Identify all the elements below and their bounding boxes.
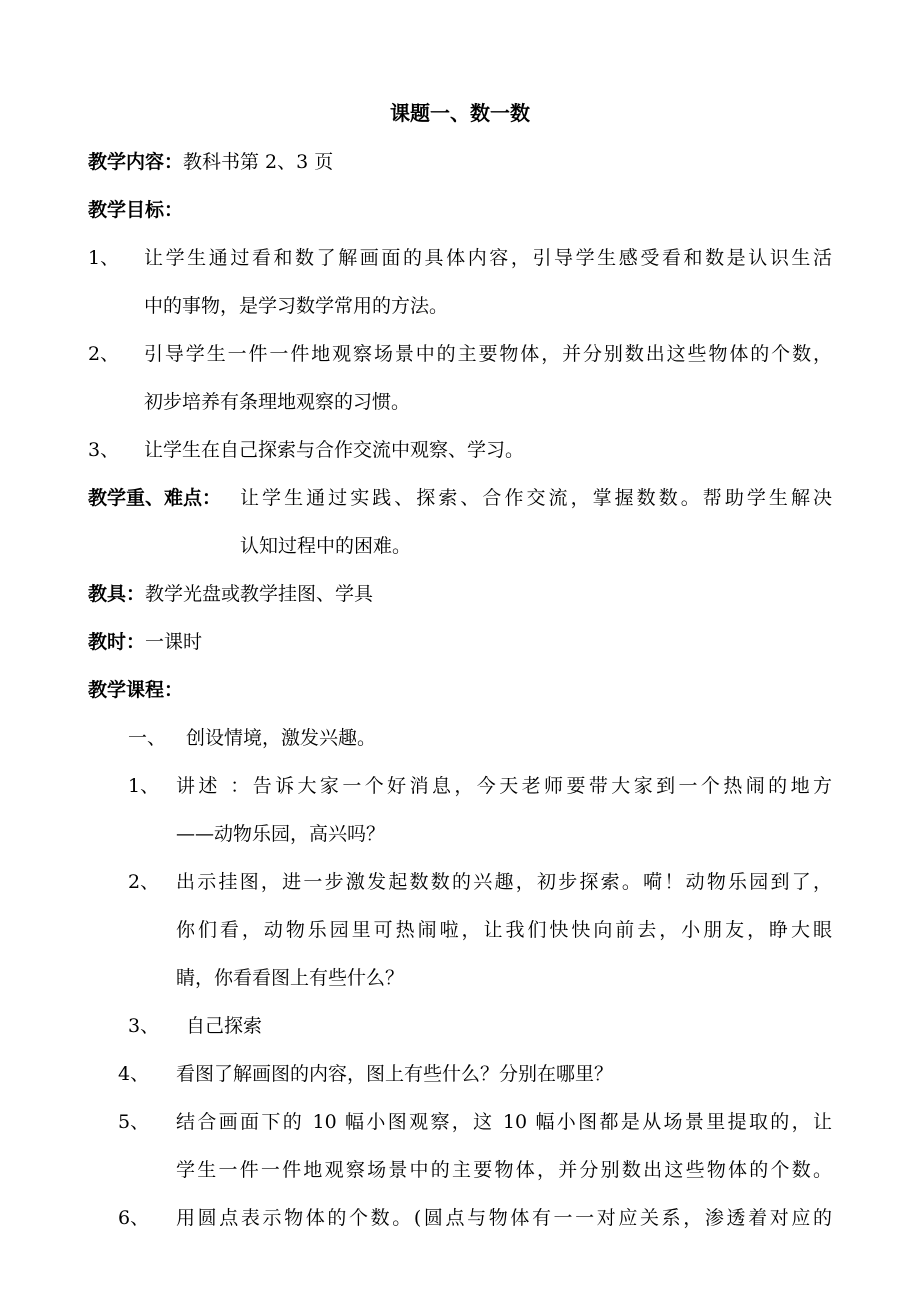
goal-text: 初步培养有条理地观察的习惯。 — [144, 391, 411, 413]
step-number: 1、 — [128, 775, 160, 797]
step-text: 结合画面下的 10 幅小图观察，这 10 幅小图都是从场景里提取的，让 — [176, 1111, 832, 1133]
step-text: 看图了解画图的内容，图上有些什么？分别在哪里？ — [176, 1063, 614, 1085]
goal-number: 2、 — [88, 343, 120, 365]
teaching-time-value: 一课时 — [145, 631, 203, 653]
goal-number: 3、 — [88, 439, 120, 461]
step-number: 2、 — [128, 871, 160, 893]
page-title: 课题一、数一数 — [390, 101, 530, 125]
key-points-label: 教学重、难点： — [88, 487, 222, 509]
teaching-tools-label: 教具： — [88, 583, 146, 605]
teaching-time-row — [88, 629, 202, 655]
step-text: 睛，你看看图上有些什么？ — [176, 967, 405, 989]
teaching-tools-value: 教学光盘或教学挂图、学具 — [145, 583, 374, 605]
step-text: 用圆点表示物体的个数。(圆点与物体有一一对应关系，渗透着对应的 — [176, 1207, 832, 1229]
step-text: ——动物乐园，高兴吗？ — [176, 823, 386, 845]
goal-number: 1、 — [88, 247, 120, 269]
goal-text: 中的事物，是学习数学常用的方法。 — [144, 295, 449, 317]
step-number: 4、 — [118, 1063, 150, 1085]
teaching-content-label: 教学内容： — [88, 151, 184, 173]
teaching-tools-row — [88, 581, 373, 607]
teaching-process-label: 教学课程： — [88, 679, 184, 701]
step-number: 5、 — [118, 1111, 150, 1133]
step-text: 出示挂图，进一步激发起数数的兴趣，初步探索。嗬！动物乐园到了， — [176, 871, 832, 893]
teaching-time-label: 教时： — [88, 631, 146, 653]
step-text: 你们看，动物乐园里可热闹啦，让我们快快向前去，小朋友，睁大眼 — [176, 919, 832, 941]
section-number: 一、 — [128, 727, 167, 749]
teaching-content-row — [88, 149, 333, 175]
key-points-text: 认知过程中的困难。 — [240, 535, 412, 557]
step-text: 讲述 ：告诉大家一个好消息，今天老师要带大家到一个热闹的地方 — [176, 775, 832, 797]
teaching-content-value: 教科书第 2、3 页 — [183, 151, 334, 173]
step-number: 3、 — [128, 1015, 160, 1037]
key-points-text: 让学生通过实践、探索、合作交流，掌握数数。帮助学生解决 — [240, 487, 832, 509]
step-text: 学生一件一件地观察场景中的主要物体，并分别数出这些物体的个数。 — [176, 1159, 832, 1181]
goal-text: 让学生通过看和数了解画面的具体内容，引导学生感受看和数是认识生活 — [144, 247, 832, 269]
section-heading: 创设情境，激发兴趣。 — [186, 727, 377, 749]
goal-text: 让学生在自己探索与合作交流中观察、学习。 — [144, 439, 525, 461]
step-number: 6、 — [118, 1207, 150, 1229]
goal-text: 引导学生一件一件地观察场景中的主要物体，并分别数出这些物体的个数， — [144, 343, 832, 365]
teaching-goals-label: 教学目标： — [88, 199, 184, 221]
step-text: 自己探索 — [186, 1015, 263, 1037]
